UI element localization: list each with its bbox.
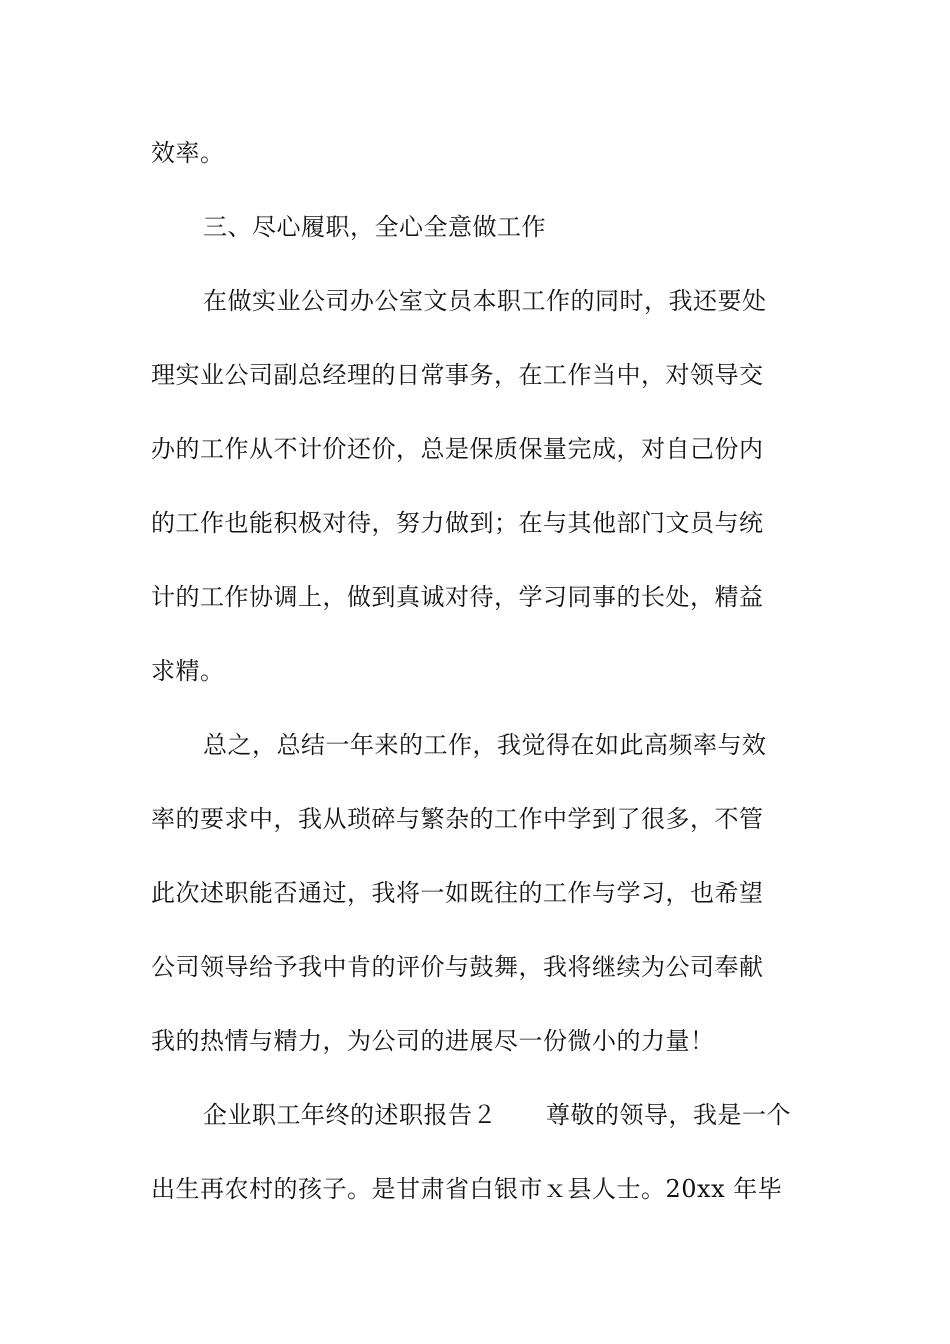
text-line: 计的工作协调上，做到真诚对待，学习同事的长处，精益 (151, 583, 764, 611)
text-line: 效率。 (151, 139, 225, 167)
text-line: 总之，总结一年来的工作，我觉得在如此高频率与效 (203, 731, 767, 759)
section-heading: 三、尽心履职，全心全意做工作 (203, 213, 546, 241)
text-line: 理实业公司副总经理的日常事务，在工作当中，对领导交 (151, 361, 764, 389)
text-line: 办的工作从不计价还价，总是保质保量完成，对自己份内 (151, 435, 764, 463)
text-line: 在做实业公司办公室文员本职工作的同时，我还要处 (203, 287, 767, 315)
text-line: 出生再农村的孩子。是甘肃省白银市ｘ县人士。20xx 年毕 (151, 1175, 783, 1203)
text-line: 率的要求中，我从琐碎与繁杂的工作中学到了很多，不管 (151, 805, 764, 833)
text-line: 此次述职能否通过，我将一如既往的工作与学习，也希望 (151, 879, 764, 907)
text-line: 我的热情与精力，为公司的进展尽一份微小的力量！ (151, 1027, 715, 1055)
text-line: 的工作也能积极对待，努力做到；在与其他部门文员与统 (151, 509, 764, 537)
text-line: 公司领导给予我中肯的评价与鼓舞，我将继续为公司奉献 (151, 953, 764, 981)
report-title-line: 企业职工年终的述职报告２ 尊敬的领导，我是一个 (203, 1101, 791, 1129)
text-line: 求精。 (151, 657, 225, 685)
